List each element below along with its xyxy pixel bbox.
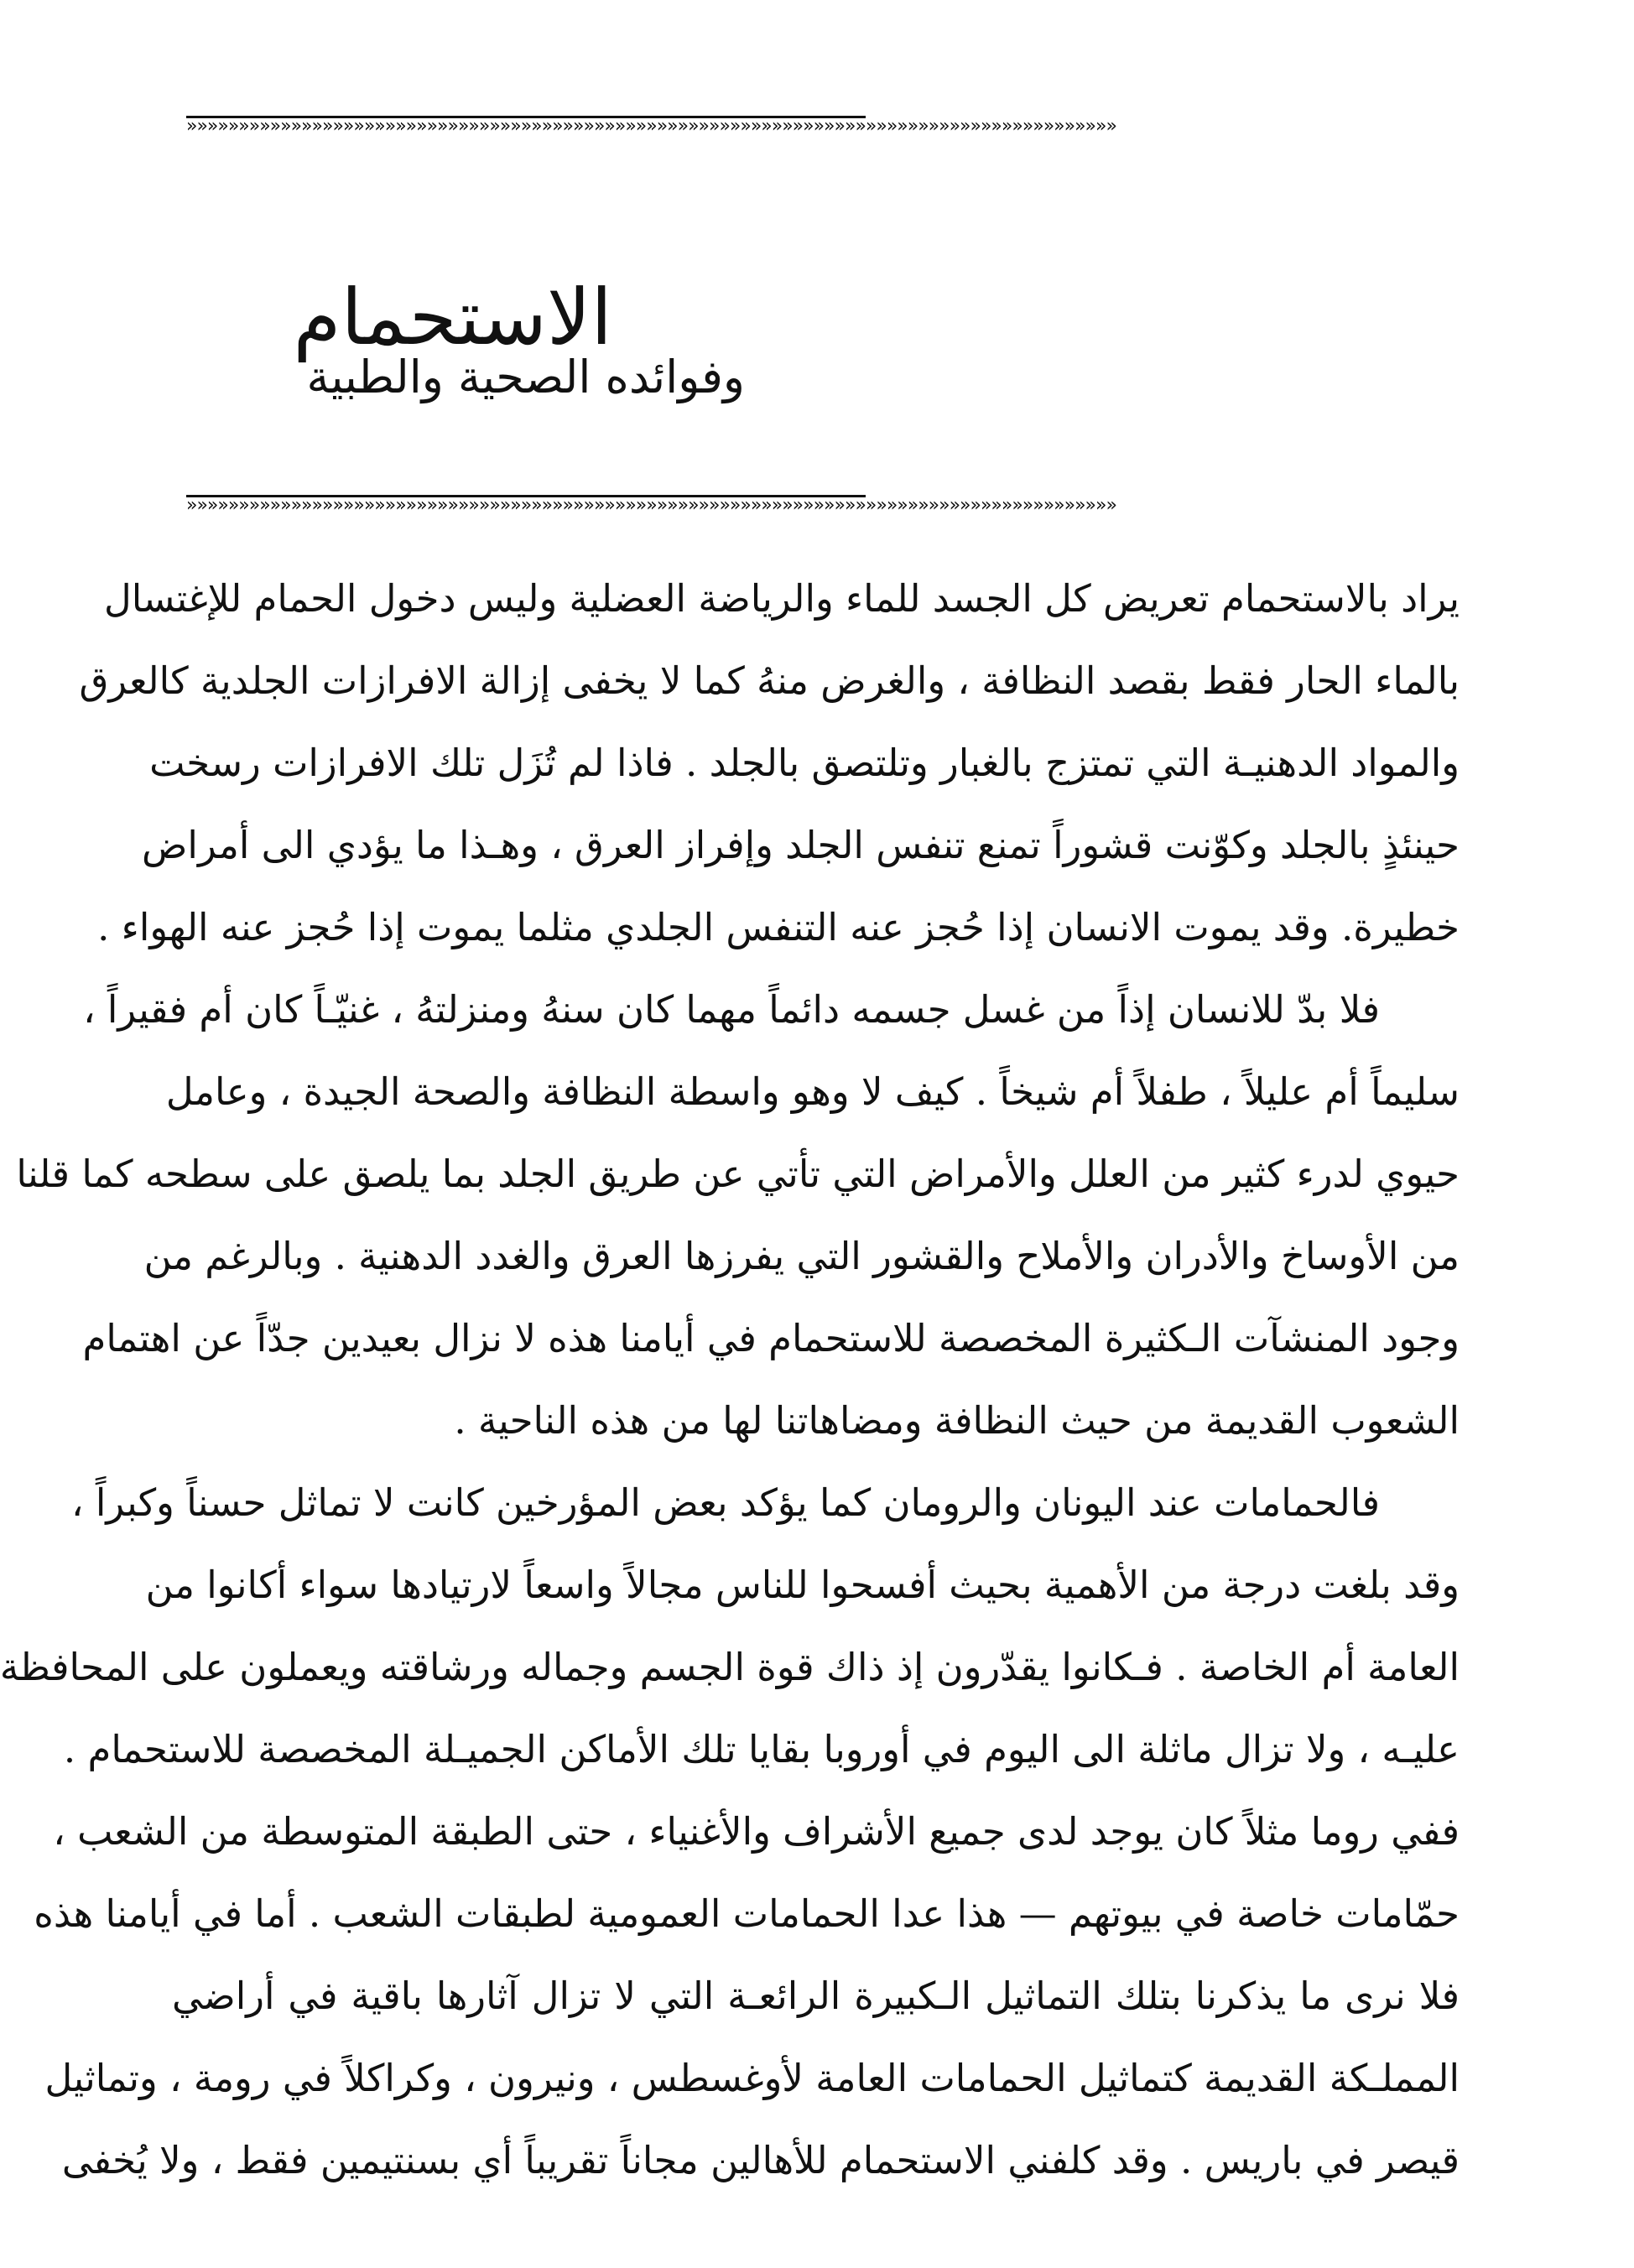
body-line: ففي روما مثلاً كان يوجد لدى جميع الأشراف والأغنياء ، حتى الطبقة المتوسطة من الشعب ، [53,1809,1460,1854]
body-line: فلا بدّ للانسان إذاً من غسل جسمه دائماً مهما كان سنهُ ومنزلتهُ ، غنيّـاً كان أم فقيراً ، [83,987,1380,1032]
body-line: فلا نرى ما يذكرنا بتلك التماثيل الـكبيرة الرائعـة التي لا تزال آثارها باقية في أراضي [172,1974,1460,2018]
body-line: سليماً أم عليلاً ، طفلاً أم شيخاً . كيف لا وهو واسطة النظافة والصحة الجيدة ، وعامل [165,1069,1460,1114]
body-line: حمّامات خاصة في بيوتهم — هذا عدا الحمامات العمومية لطبقات الشعب . أما في أيامنا هذه [34,1891,1460,1936]
body-line: حينئذٍ بالجلد وكوّنت قشوراً تمنع تنفس الجلد وإفراز العرق ، وهـذا ما يؤدي الى أمراض [142,823,1460,867]
top-ornament-rule [186,116,866,118]
article-title: الاستحمام [293,272,612,362]
body-line: خطيرة. وقد يموت الانسان إذا حُجز عنه التنفس الجلدي مثلما يموت إذا حُجز عنه الهواء . [97,905,1460,949]
body-line: يراد بالاستحمام تعريض كل الجسد للماء والرياضة العضلية وليس دخول الحمام للإغتسال [104,576,1460,621]
body-line: والمواد الدهنيـة التي تمتزج بالغبار وتلتصق بالجلد . فاذا لم تُزَل تلك الافرازات رسخت [149,741,1460,785]
top-ornament-border [186,116,1116,138]
body-line: قيصر في باريس . وقد كلفني الاستحمام للأهالين مجاناً تقريباً أي بسنتيمين فقط ، ولا يُخفى [61,2138,1460,2182]
body-line: الشعوب القديمة من حيث النظافة ومضاهاتنا لها من هذه الناحية . [454,1398,1460,1443]
middle-ornament-border [186,495,1116,517]
body-line: بالماء الحار فقط بقصد النظافة ، والغرض منهُ كما لا يخفى إزالة الافرازات الجلدية كالعرق [79,658,1460,703]
top-ornament-chevrons: »»»»»»»»»»»»»»»»»»»»»»»»»»»»»»»»»»»»»»»»»»»»»»»»»»»»»»»»»»»»»»»»»»»»»»»»»»»»»»»»»»»»»»»»» [186,116,1116,137]
body-line: المملـكة القديمة كتماثيل الحمامات العامة لأوغسطس ، ونيرون ، وكراكلاً في رومة ، وتماثيل [44,2056,1460,2100]
body-line: فالحمامات عند اليونان والرومان كما يؤكد بعض المؤرخين كانت لا تماثل حسناً وكبراً ، [71,1480,1380,1525]
body-line: العامة أم الخاصة . فـكانوا يقدّرون إذ ذاك قوة الجسم وجماله ورشاقته ويعملون على المحافظة [0,1645,1460,1689]
body-line: عليـه ، ولا تزال ماثلة الى اليوم في أوروبا بقايا تلك الأماكن الجميـلة المخصصة للاستحمام . [63,1727,1460,1771]
body-line: وقد بلغت درجة من الأهمية بحيث أفسحوا للناس مجالاً واسعاً لارتيادها سواء أكانوا من [145,1563,1460,1607]
body-line: وجود المنشآت الـكثيرة المخصصة للاستحمام في أيامنا هذه لا نزال بعيدين جدّاً عن اهتمام [82,1316,1460,1360]
body-line: من الأوساخ والأدران والأملاح والقشور التي يفرزها العرق والغدد الدهنية . وبالرغم من [143,1234,1460,1278]
article-subtitle: وفوائده الصحية والطبية [306,351,745,403]
middle-ornament-chevrons: »»»»»»»»»»»»»»»»»»»»»»»»»»»»»»»»»»»»»»»»»»»»»»»»»»»»»»»»»»»»»»»»»»»»»»»»»»»»»»»»»»»»»»»»» [186,495,1116,516]
article-body [0,558,1460,2202]
body-line: حيوي لدرء كثير من العلل والأمراض التي تأتي عن طريق الجلد بما يلصق على سطحه كما قلنا [16,1152,1460,1196]
middle-ornament-rule [186,495,866,497]
